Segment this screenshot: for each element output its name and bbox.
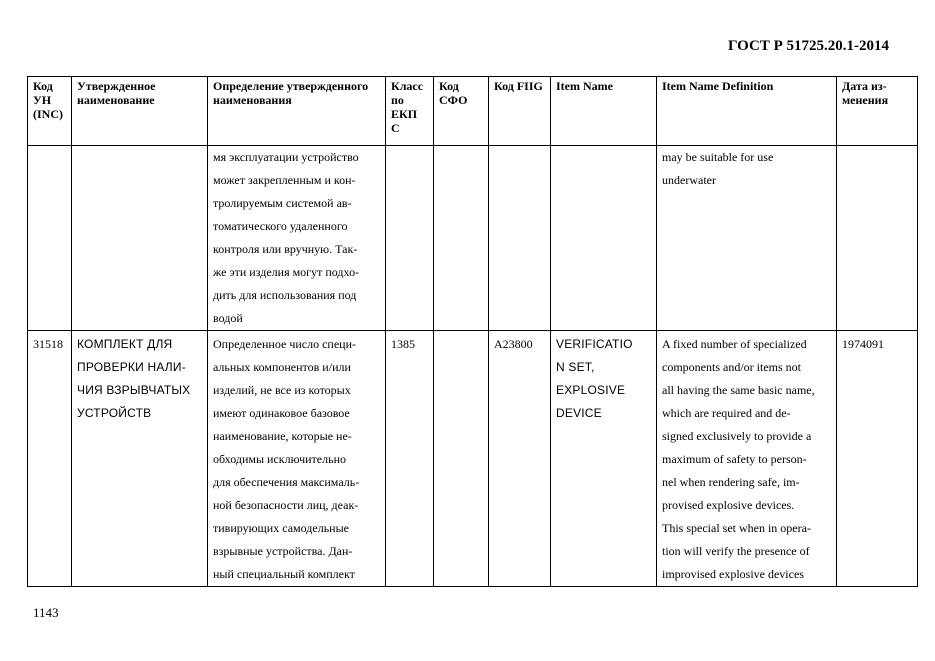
table-row	[28, 146, 918, 331]
definition-line: дить для использования под	[213, 288, 357, 302]
cell-class	[386, 146, 434, 331]
column-header-sfo: Код СФО	[434, 77, 489, 146]
definition-line: тролируемым системой ав-	[213, 196, 352, 210]
item-definition-line: signed exclusively to provide a	[662, 429, 812, 443]
item-definition-line: may be suitable for use	[662, 150, 774, 164]
item-definition-line: tion will verify the presence of	[662, 544, 810, 558]
item-name-line: N SET,	[556, 360, 595, 374]
definition-line: обходимы исключительно	[213, 452, 347, 466]
column-header-definition: Определение утвержденного наименования	[208, 77, 386, 146]
item-definition-line: which are required and de-	[662, 406, 791, 420]
definition-line: Определенное число специ-	[213, 337, 357, 351]
item-definition-line: improvised explosive devices	[662, 567, 804, 581]
cell-item-name	[551, 146, 657, 331]
approved-name-line: УСТРОЙСТВ	[77, 406, 152, 420]
cell-change-date	[837, 146, 918, 331]
item-definition-line: This special set when in opera-	[662, 521, 811, 535]
column-header-item-name: Item Name	[551, 77, 657, 146]
table-row	[28, 331, 918, 587]
catalog-table	[27, 76, 918, 587]
column-header-approved-name: Утвержденное наименование	[72, 77, 208, 146]
definition-line: томатического удаленного	[213, 219, 348, 233]
definition-line: же эти изделия могут подхо-	[213, 265, 360, 279]
column-header-change-date: Дата из-менения	[837, 77, 918, 146]
cell-item-name-definition	[657, 331, 837, 587]
cell-fiig	[489, 146, 551, 331]
page-number: 1143	[33, 605, 59, 620]
cell-approved-name	[72, 146, 208, 331]
column-header-fiig: Код FIIG	[489, 77, 551, 146]
item-name-line: DEVICE	[556, 406, 602, 420]
item-definition-line: provised explosive devices.	[662, 498, 795, 512]
cell-fiig: A23800	[489, 331, 551, 587]
definition-line: альных компонентов и/или	[213, 360, 351, 374]
cell-sfo	[434, 331, 489, 587]
approved-name-line: ЧИЯ ВЗРЫВЧАТЫХ	[77, 383, 191, 397]
item-definition-line: underwater	[662, 173, 716, 187]
cell-item-name	[551, 331, 657, 587]
item-definition-line: all having the same basic name,	[662, 383, 815, 397]
cell-sfo	[434, 146, 489, 331]
definition-line: ный специальный комплект	[213, 567, 355, 581]
cell-inc	[28, 146, 72, 331]
approved-name-line: ПРОВЕРКИ НАЛИ-	[77, 360, 186, 374]
standard-number: ГОСТ Р 51725.20.1-2014	[727, 38, 889, 54]
item-name-line: EXPLOSIVE	[556, 383, 626, 397]
column-header-class: Класс по ЕКП С	[386, 77, 434, 146]
cell-inc: 31518	[28, 331, 72, 587]
cell-approved-name	[72, 331, 208, 587]
cell-item-name-definition	[657, 146, 837, 331]
item-definition-line: maximum of safety to person-	[662, 452, 807, 466]
definition-line: мя эксплуатации устройство	[213, 150, 359, 164]
definition-line: водой	[213, 311, 243, 325]
definition-line: для обеспечения максималь-	[213, 475, 360, 489]
cell-definition	[208, 331, 386, 587]
table-header-row	[28, 77, 918, 146]
definition-line: может закрепленным и кон-	[213, 173, 356, 187]
definition-line: имеют одинаковое базовое	[213, 406, 350, 420]
definition-line: взрывные устройства. Дан-	[213, 544, 353, 558]
cell-class: 1385	[386, 331, 434, 587]
approved-name-line: КОМПЛЕКТ ДЛЯ	[77, 337, 173, 351]
item-definition-line: nel when rendering safe, im-	[662, 475, 800, 489]
column-header-inc: Код УН (INC)	[28, 77, 72, 146]
definition-line: изделий, не все из которых	[213, 383, 351, 397]
item-definition-line: A fixed number of specialized	[662, 337, 807, 351]
cell-change-date: 1974091	[837, 331, 918, 587]
item-definition-line: components and/or items not	[662, 360, 801, 374]
definition-line: наименование, которые не-	[213, 429, 352, 443]
item-name-line: VERIFICATIO	[556, 337, 633, 351]
cell-definition	[208, 146, 386, 331]
definition-line: тивирующих самодельные	[213, 521, 349, 535]
definition-line: контроля или вручную. Так-	[213, 242, 358, 256]
definition-line: ной безопасности лиц, деак-	[213, 498, 359, 512]
column-header-item-name-definition: Item Name Definition	[657, 77, 837, 146]
